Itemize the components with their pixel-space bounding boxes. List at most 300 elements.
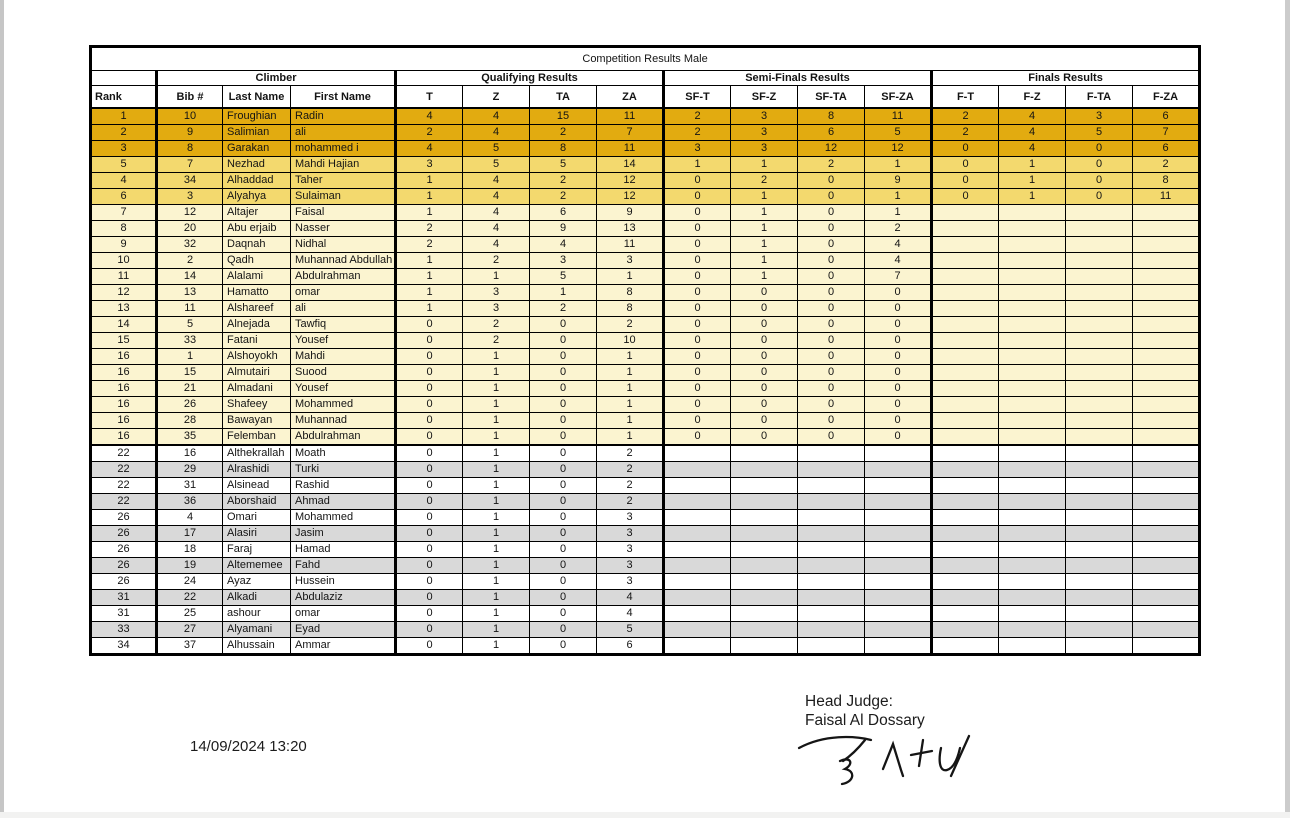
cell-bib: 27 xyxy=(157,622,223,638)
cell-score: 2 xyxy=(731,173,798,189)
cell-score xyxy=(932,317,999,333)
cell-score xyxy=(664,558,731,574)
cell-first-name: Abdulrahman xyxy=(291,429,396,446)
cell-score: 0 xyxy=(664,173,731,189)
cell-score: 2 xyxy=(597,462,664,478)
cell-bib: 10 xyxy=(157,108,223,125)
cell-score: 15 xyxy=(530,108,597,125)
cell-score: 8 xyxy=(798,108,865,125)
cell-score xyxy=(798,558,865,574)
cell-score xyxy=(865,606,932,622)
cell-score: 0 xyxy=(396,478,463,494)
cell-score xyxy=(999,494,1066,510)
cell-score xyxy=(1066,349,1133,365)
cell-last-name: Fatani xyxy=(223,333,291,349)
cell-score: 0 xyxy=(530,558,597,574)
cell-score xyxy=(731,478,798,494)
table-row xyxy=(91,189,1200,205)
cell-score: 1 xyxy=(396,301,463,317)
cell-score xyxy=(999,397,1066,413)
table-row xyxy=(91,590,1200,606)
cell-score xyxy=(932,574,999,590)
cell-score xyxy=(731,542,798,558)
cell-score: 3 xyxy=(597,526,664,542)
cell-score: 0 xyxy=(798,349,865,365)
cell-score: 12 xyxy=(865,141,932,157)
table-row xyxy=(91,108,1200,125)
cell-score: 0 xyxy=(396,542,463,558)
cell-score: 0 xyxy=(396,445,463,462)
column-header-bib-: Bib # xyxy=(157,86,223,109)
cell-score xyxy=(1133,237,1200,253)
cell-score: 0 xyxy=(798,365,865,381)
cell-score: 0 xyxy=(865,317,932,333)
cell-score: 2 xyxy=(530,173,597,189)
cell-score: 0 xyxy=(396,349,463,365)
cell-score: 14 xyxy=(597,157,664,173)
cell-score: 0 xyxy=(664,205,731,221)
cell-last-name: Daqnah xyxy=(223,237,291,253)
cell-score: 1 xyxy=(463,349,530,365)
cell-score: 13 xyxy=(597,221,664,237)
cell-score xyxy=(731,462,798,478)
cell-score xyxy=(865,494,932,510)
cell-score: 12 xyxy=(597,189,664,205)
cell-score: 1 xyxy=(463,429,530,446)
cell-score: 0 xyxy=(396,526,463,542)
cell-first-name: ali xyxy=(291,125,396,141)
cell-score: 4 xyxy=(865,253,932,269)
cell-score: 1 xyxy=(463,574,530,590)
cell-rank: 34 xyxy=(91,638,157,655)
cell-score xyxy=(932,510,999,526)
cell-first-name: Faisal xyxy=(291,205,396,221)
cell-score: 0 xyxy=(731,301,798,317)
cell-score: 0 xyxy=(798,333,865,349)
cell-score: 4 xyxy=(463,205,530,221)
cell-score xyxy=(999,478,1066,494)
cell-score xyxy=(664,590,731,606)
cell-score: 4 xyxy=(530,237,597,253)
cell-bib: 5 xyxy=(157,317,223,333)
table-row xyxy=(91,253,1200,269)
cell-last-name: Altajer xyxy=(223,205,291,221)
cell-score xyxy=(731,558,798,574)
cell-score: 1 xyxy=(463,494,530,510)
cell-rank: 7 xyxy=(91,205,157,221)
cell-score xyxy=(731,622,798,638)
cell-last-name: Aborshaid xyxy=(223,494,291,510)
cell-score xyxy=(1066,590,1133,606)
cell-score xyxy=(664,510,731,526)
cell-score: 0 xyxy=(664,301,731,317)
cell-score xyxy=(798,606,865,622)
cell-last-name: Almadani xyxy=(223,381,291,397)
cell-score: 0 xyxy=(932,189,999,205)
cell-score: 2 xyxy=(597,445,664,462)
cell-score: 0 xyxy=(798,205,865,221)
cell-score: 3 xyxy=(731,125,798,141)
cell-score xyxy=(865,622,932,638)
cell-score: 0 xyxy=(664,253,731,269)
group-header-qualifying-results: Qualifying Results xyxy=(396,71,664,86)
cell-bib: 18 xyxy=(157,542,223,558)
cell-score xyxy=(865,574,932,590)
cell-rank: 31 xyxy=(91,606,157,622)
cell-rank: 11 xyxy=(91,269,157,285)
cell-rank: 26 xyxy=(91,542,157,558)
cell-score: 0 xyxy=(530,510,597,526)
cell-score: 1 xyxy=(865,157,932,173)
cell-last-name: Bawayan xyxy=(223,413,291,429)
cell-score xyxy=(1133,381,1200,397)
cell-bib: 2 xyxy=(157,253,223,269)
cell-last-name: Althekrallah xyxy=(223,445,291,462)
cell-score xyxy=(731,445,798,462)
cell-score: 1 xyxy=(463,269,530,285)
cell-rank: 10 xyxy=(91,253,157,269)
cell-score: 4 xyxy=(463,221,530,237)
cell-score xyxy=(1066,542,1133,558)
cell-bib: 13 xyxy=(157,285,223,301)
cell-score: 6 xyxy=(798,125,865,141)
cell-bib: 17 xyxy=(157,526,223,542)
cell-last-name: Almutairi xyxy=(223,365,291,381)
cell-score xyxy=(932,429,999,446)
cell-score: 0 xyxy=(530,622,597,638)
cell-bib: 8 xyxy=(157,141,223,157)
cell-bib: 3 xyxy=(157,189,223,205)
cell-score: 0 xyxy=(396,622,463,638)
cell-score xyxy=(664,622,731,638)
cell-score: 0 xyxy=(798,381,865,397)
cell-last-name: Abu erjaib xyxy=(223,221,291,237)
cell-first-name: Mohammed xyxy=(291,510,396,526)
cell-first-name: Taher xyxy=(291,173,396,189)
cell-last-name: Ayaz xyxy=(223,574,291,590)
cell-last-name: Salimian xyxy=(223,125,291,141)
cell-score: 0 xyxy=(1066,189,1133,205)
cell-score: 1 xyxy=(597,429,664,446)
cell-score xyxy=(1133,253,1200,269)
cell-first-name: Mahdi xyxy=(291,349,396,365)
cell-score: 5 xyxy=(463,157,530,173)
cell-score xyxy=(999,429,1066,446)
cell-rank: 2 xyxy=(91,125,157,141)
cell-score xyxy=(865,590,932,606)
cell-score: 2 xyxy=(597,478,664,494)
cell-rank: 6 xyxy=(91,189,157,205)
cell-score xyxy=(664,462,731,478)
cell-score xyxy=(1066,253,1133,269)
cell-score xyxy=(999,590,1066,606)
cell-score: 3 xyxy=(463,285,530,301)
cell-score: 4 xyxy=(999,125,1066,141)
cell-score: 0 xyxy=(530,606,597,622)
cell-score: 0 xyxy=(664,333,731,349)
cell-score: 0 xyxy=(664,413,731,429)
cell-score xyxy=(865,510,932,526)
cell-last-name: Alrashidi xyxy=(223,462,291,478)
cell-score: 0 xyxy=(530,317,597,333)
cell-score: 5 xyxy=(463,141,530,157)
cell-score: 0 xyxy=(798,189,865,205)
cell-score: 0 xyxy=(731,333,798,349)
cell-last-name: Nezhad xyxy=(223,157,291,173)
cell-score: 0 xyxy=(798,269,865,285)
cell-score: 0 xyxy=(798,285,865,301)
cell-score: 11 xyxy=(597,108,664,125)
cell-score: 2 xyxy=(597,317,664,333)
cell-bib: 25 xyxy=(157,606,223,622)
cell-score xyxy=(999,221,1066,237)
cell-rank: 8 xyxy=(91,221,157,237)
column-header-sf-z: SF-Z xyxy=(731,86,798,109)
column-header-first-name: First Name xyxy=(291,86,396,109)
cell-score: 0 xyxy=(798,253,865,269)
table-row xyxy=(91,381,1200,397)
cell-first-name: Suood xyxy=(291,365,396,381)
cell-score xyxy=(1133,526,1200,542)
cell-score: 1 xyxy=(396,205,463,221)
cell-score: 0 xyxy=(798,429,865,446)
cell-score xyxy=(999,510,1066,526)
cell-rank: 12 xyxy=(91,285,157,301)
cell-score xyxy=(1133,606,1200,622)
cell-score: 0 xyxy=(396,558,463,574)
cell-score xyxy=(1066,397,1133,413)
cell-score xyxy=(1133,285,1200,301)
cell-rank: 16 xyxy=(91,413,157,429)
cell-first-name: Ammar xyxy=(291,638,396,655)
cell-score: 0 xyxy=(731,285,798,301)
cell-score xyxy=(932,301,999,317)
cell-score: 3 xyxy=(597,510,664,526)
cell-score xyxy=(798,462,865,478)
cell-score xyxy=(999,462,1066,478)
cell-first-name: Tawfiq xyxy=(291,317,396,333)
cell-score: 11 xyxy=(865,108,932,125)
cell-rank: 15 xyxy=(91,333,157,349)
cell-first-name: Rashid xyxy=(291,478,396,494)
cell-rank: 16 xyxy=(91,365,157,381)
cell-score: 0 xyxy=(798,397,865,413)
cell-first-name: Fahd xyxy=(291,558,396,574)
cell-score xyxy=(1133,333,1200,349)
cell-bib: 11 xyxy=(157,301,223,317)
table-row xyxy=(91,125,1200,141)
cell-score xyxy=(932,237,999,253)
cell-rank: 4 xyxy=(91,173,157,189)
table-row xyxy=(91,157,1200,173)
cell-first-name: ali xyxy=(291,301,396,317)
cell-score xyxy=(932,558,999,574)
cell-last-name: Alnejada xyxy=(223,317,291,333)
cell-rank: 26 xyxy=(91,558,157,574)
cell-rank: 1 xyxy=(91,108,157,125)
cell-first-name: mohammed i xyxy=(291,141,396,157)
cell-score: 2 xyxy=(396,221,463,237)
cell-score xyxy=(731,638,798,655)
cell-score xyxy=(664,526,731,542)
cell-score: 1 xyxy=(999,157,1066,173)
cell-score xyxy=(865,445,932,462)
cell-bib: 19 xyxy=(157,558,223,574)
cell-score xyxy=(1133,317,1200,333)
page-title: Competition Results Male xyxy=(91,47,1200,71)
cell-score xyxy=(1133,510,1200,526)
cell-score: 8 xyxy=(1133,173,1200,189)
cell-score: 2 xyxy=(865,221,932,237)
cell-score xyxy=(1066,381,1133,397)
cell-score xyxy=(664,542,731,558)
cell-score: 2 xyxy=(664,125,731,141)
cell-last-name: Alhaddad xyxy=(223,173,291,189)
cell-score xyxy=(999,365,1066,381)
cell-score: 0 xyxy=(530,397,597,413)
cell-score xyxy=(932,397,999,413)
cell-last-name: Omari xyxy=(223,510,291,526)
cell-score: 7 xyxy=(865,269,932,285)
cell-last-name: Felemban xyxy=(223,429,291,446)
cell-score xyxy=(1133,558,1200,574)
cell-score xyxy=(932,221,999,237)
cell-score xyxy=(664,478,731,494)
column-header-f-za: F-ZA xyxy=(1133,86,1200,109)
cell-score: 1 xyxy=(463,413,530,429)
cell-score: 10 xyxy=(597,333,664,349)
cell-score: 0 xyxy=(664,189,731,205)
cell-score: 12 xyxy=(798,141,865,157)
cell-score: 4 xyxy=(865,237,932,253)
cell-score xyxy=(1133,397,1200,413)
cell-score: 11 xyxy=(597,141,664,157)
cell-score xyxy=(1133,542,1200,558)
cell-bib: 33 xyxy=(157,333,223,349)
cell-score: 1 xyxy=(999,173,1066,189)
cell-score: 4 xyxy=(463,189,530,205)
cell-last-name: ashour xyxy=(223,606,291,622)
cell-score: 3 xyxy=(1066,108,1133,125)
cell-score xyxy=(932,494,999,510)
cell-score: 0 xyxy=(530,381,597,397)
cell-last-name: Alyahya xyxy=(223,189,291,205)
cell-score: 1 xyxy=(597,365,664,381)
cell-score: 4 xyxy=(597,606,664,622)
table-row xyxy=(91,638,1200,655)
column-header-last-name: Last Name xyxy=(223,86,291,109)
cell-score xyxy=(865,462,932,478)
cell-score xyxy=(1066,638,1133,655)
cell-score xyxy=(1133,622,1200,638)
cell-score: 4 xyxy=(463,173,530,189)
cell-score: 1 xyxy=(597,381,664,397)
cell-score: 0 xyxy=(664,285,731,301)
cell-score: 5 xyxy=(530,157,597,173)
cell-score: 1 xyxy=(463,445,530,462)
cell-first-name: Mahdi Hajian xyxy=(291,157,396,173)
cell-score: 7 xyxy=(1133,125,1200,141)
cell-score xyxy=(798,542,865,558)
cell-score xyxy=(1133,205,1200,221)
cell-score xyxy=(999,301,1066,317)
cell-rank: 9 xyxy=(91,237,157,253)
cell-bib: 16 xyxy=(157,445,223,462)
cell-first-name: Muhannad xyxy=(291,413,396,429)
cell-first-name: Turki xyxy=(291,462,396,478)
cell-first-name: Jasim xyxy=(291,526,396,542)
cell-rank: 13 xyxy=(91,301,157,317)
cell-score: 0 xyxy=(396,462,463,478)
head-judge-signature xyxy=(795,724,980,790)
cell-first-name: Muhannad Abdullah xyxy=(291,253,396,269)
cell-score: 0 xyxy=(664,349,731,365)
cell-score: 2 xyxy=(463,333,530,349)
cell-score: 0 xyxy=(396,381,463,397)
cell-score xyxy=(932,205,999,221)
cell-score xyxy=(932,333,999,349)
cell-score: 1 xyxy=(396,285,463,301)
cell-score: 1 xyxy=(463,365,530,381)
cell-bib: 35 xyxy=(157,429,223,446)
head-judge-label: Head Judge: xyxy=(805,693,893,710)
cell-score: 1 xyxy=(999,189,1066,205)
table-row xyxy=(91,413,1200,429)
cell-score xyxy=(999,285,1066,301)
cell-score: 0 xyxy=(530,429,597,446)
cell-score xyxy=(999,349,1066,365)
cell-score: 4 xyxy=(999,141,1066,157)
cell-score: 12 xyxy=(597,173,664,189)
cell-score: 3 xyxy=(597,558,664,574)
cell-score: 1 xyxy=(463,478,530,494)
cell-score: 1 xyxy=(597,397,664,413)
cell-score: 2 xyxy=(530,301,597,317)
table-row xyxy=(91,333,1200,349)
cell-score: 0 xyxy=(530,333,597,349)
cell-score: 0 xyxy=(798,301,865,317)
group-header-climber: Climber xyxy=(157,71,396,86)
cell-score xyxy=(865,542,932,558)
cell-score: 2 xyxy=(664,108,731,125)
cell-rank: 33 xyxy=(91,622,157,638)
column-header-f-ta: F-TA xyxy=(1066,86,1133,109)
group-header-finals-results: Finals Results xyxy=(932,71,1200,86)
cell-score: 2 xyxy=(798,157,865,173)
cell-score xyxy=(798,510,865,526)
cell-bib: 37 xyxy=(157,638,223,655)
cell-score xyxy=(1066,445,1133,462)
column-header-ta: TA xyxy=(530,86,597,109)
cell-score xyxy=(1066,413,1133,429)
cell-first-name: Moath xyxy=(291,445,396,462)
cell-score: 0 xyxy=(664,381,731,397)
cell-score xyxy=(1066,622,1133,638)
group-header-semi-finals-results: Semi-Finals Results xyxy=(664,71,932,86)
cell-score: 5 xyxy=(530,269,597,285)
cell-rank: 22 xyxy=(91,478,157,494)
cell-score xyxy=(1066,333,1133,349)
cell-score xyxy=(1066,606,1133,622)
cell-score: 0 xyxy=(664,269,731,285)
column-header-f-z: F-Z xyxy=(999,86,1066,109)
cell-score xyxy=(999,333,1066,349)
cell-score: 0 xyxy=(396,365,463,381)
cell-bib: 12 xyxy=(157,205,223,221)
cell-score: 9 xyxy=(597,205,664,221)
cell-score: 3 xyxy=(396,157,463,173)
cell-last-name: Alyamani xyxy=(223,622,291,638)
